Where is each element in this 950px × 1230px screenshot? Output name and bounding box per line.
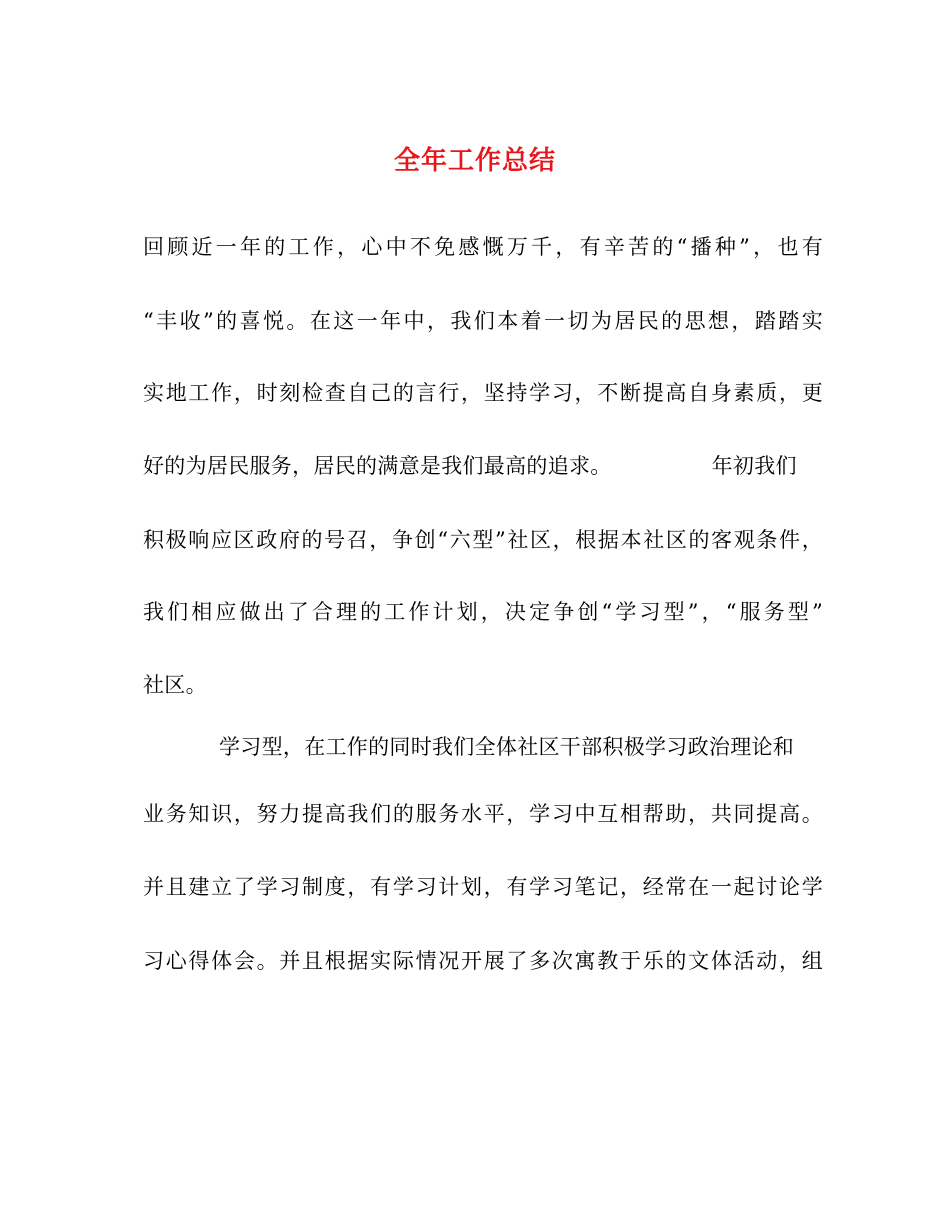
paragraph-line: 习心得体会。并且根据实际情况开展了多次寓教于乐的文体活动，组 — [143, 949, 823, 973]
paragraph-line: 我们相应做出了合理的工作计划，决定争创“学习型”，“服务型” — [143, 600, 823, 624]
paragraph-line: 并且建立了学习制度，有学习计划，有学习笔记，经常在一起讨论学 — [143, 875, 823, 899]
paragraph-line-text: 学习型，在工作的同时我们全体社区干部积极学习政治理论和 — [219, 735, 795, 759]
paragraph-line: 积极响应区政府的号召，争创“六型”社区，根据本社区的客观条件， — [143, 528, 823, 552]
paragraph-line: 业务知识，努力提高我们的服务水平，学习中互相帮助，共同提高。 — [143, 802, 823, 826]
document-title: 全年工作总结 — [393, 146, 556, 176]
paragraph-line-text: 年初我们 — [711, 454, 797, 478]
paragraph-line-text: 好的为居民服务，居民的满意是我们最高的追求。 — [143, 454, 612, 478]
paragraph-line: 回顾近一年的工作，心中不免感慨万千，有辛苦的“播种”，也有 — [143, 235, 823, 259]
paragraph-line — [143, 733, 823, 761]
paragraph-line: 社区。 — [143, 673, 207, 697]
paragraph-line: 实地工作，时刻检查自己的言行，坚持学习，不断提高自身素质，更 — [143, 381, 823, 405]
paragraph-line: “丰收”的喜悦。在这一年中，我们本着一切为居民的思想，踏踏实 — [143, 309, 823, 333]
paragraph-line — [143, 452, 823, 480]
